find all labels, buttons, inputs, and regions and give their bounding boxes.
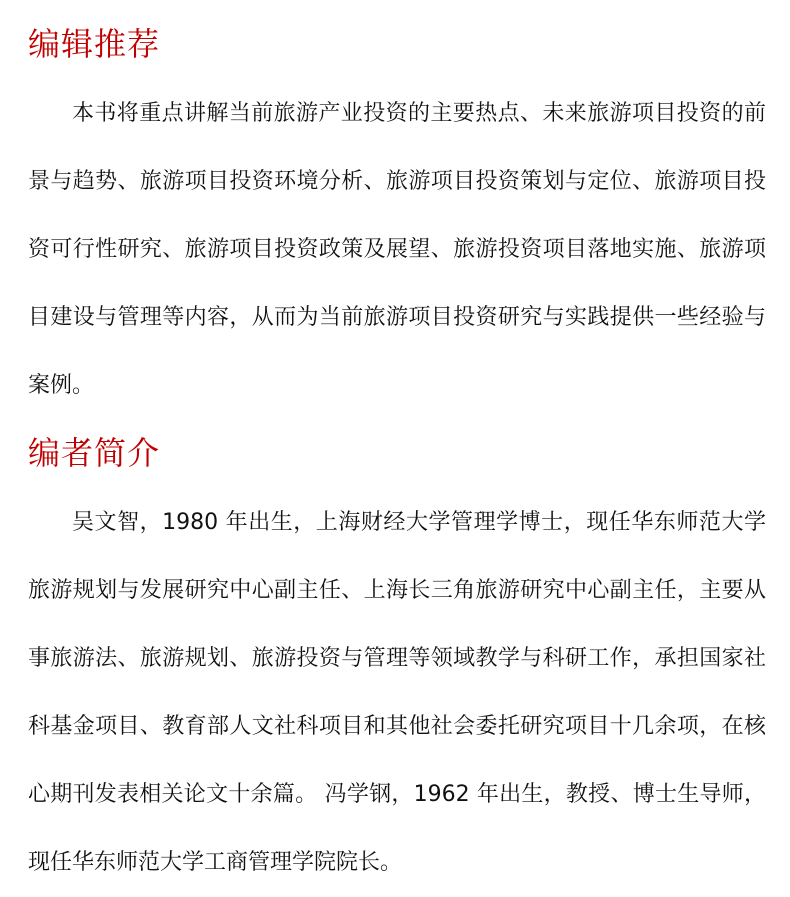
author-bio-paragraph: 吴文智，1980 年出生，上海财经大学管理学博士，现任华东师范大学旅游规划与发展研究中心副主任、上海长三角旅游研究中心副主任，主要从事旅游法、旅游规划、旅游投资与管理等领域教学与科研工作，承担国家社科基金项目、教育部人文社科项目和其他社会委托研究项目十几余项，在核心期刊发表相关论文十余篇。 冯学钢，1962 年出生，教授、博士生导师，现任华东师范大学工商管理学院院长。 xyxy=(28,510,766,875)
author-intro-heading: 编者简介 xyxy=(28,434,161,472)
book-summary-paragraph: 本书将重点讲解当前旅游产业投资的主要热点、未来旅游项目投资的前景与趋势、旅游项目投资环境分析、旅游项目投资策划与定位、旅游项目投资可行性研究、旅游项目投资政策及展望、旅游投资项目落地实施、旅游项目建设与管理等内容，从而为当前旅游项目投资研究与实践提供一些经验与案例。 xyxy=(28,101,766,398)
editor-recommendation-heading: 编辑推荐 xyxy=(28,25,161,63)
